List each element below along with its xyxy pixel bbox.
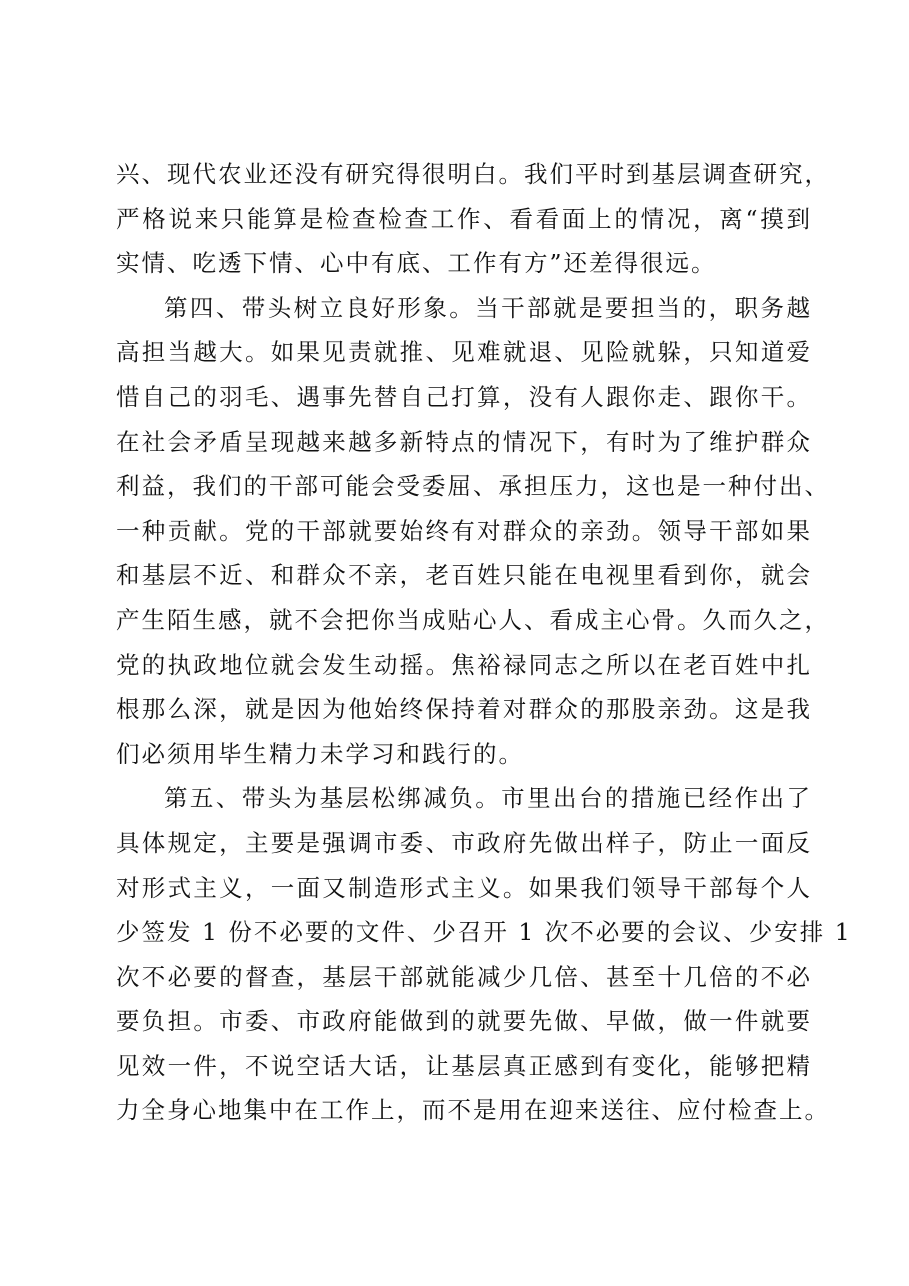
text-line: 次不必要的督查，基层干部就能减少几倍、甚至十几倍的不必 [116, 962, 812, 991]
text-line: 利益，我们的干部可能会受委屈、承担压力，这也是一种付出、 [116, 472, 830, 501]
text-line: 产生陌生感，就不会把你当成贴心人、看成主心骨。久而久之， [116, 605, 830, 634]
text-line: 一种贡献。党的干部就要始终有对群众的亲劲。领导干部如果 [116, 516, 812, 545]
text-line: 在社会矛盾呈现越来越多新特点的情况下，有时为了维护群众 [116, 427, 812, 456]
text-line: 第四、带头树立良好形象。当干部就是要担当的，职务越 [164, 293, 812, 322]
paragraph-fourth [116, 286, 830, 777]
text-line: 兴、现代农业还没有研究得很明白。我们平时到基层调查研究， [116, 160, 830, 188]
text-line: 高担当越大。如果见责就推、见难就退、见险就躲，只知道爱 [116, 338, 812, 367]
text-line: 见效一件，不说空话大话，让基层真正感到有变化，能够把精 [116, 1051, 812, 1080]
text-line: 第五、带头为基层松绑减负。市里出台的措施已经作出了 [164, 784, 812, 813]
text-line: 们必须用毕生精力未学习和践行的。 [116, 739, 524, 768]
document-body [116, 152, 852, 1133]
text-line: 少签发 1 份不必要的文件、少召开 1 次不必要的会议、少安排 1 [116, 918, 852, 947]
paragraph-fifth [116, 776, 852, 1133]
text-line: 实情、吃透下情、心中有底、工作有方”还差得很远。 [116, 249, 717, 278]
text-line: 具体规定，主要是强调市委、市政府先做出样子，防止一面反 [116, 828, 812, 857]
paragraph-continuation [116, 152, 830, 286]
text-line: 对形式主义，一面又制造形式主义。如果我们领导干部每个人 [116, 873, 812, 902]
text-line: 和基层不近、和群众不亲，老百姓只能在电视里看到你，就会 [116, 561, 812, 590]
text-line: 党的执政地位就会发生动摇。焦裕禄同志之所以在老百姓中扎 [116, 650, 812, 679]
text-line: 严格说来只能算是检查检查工作、看看面上的情况，离“摸到 [116, 204, 812, 233]
text-line: 根那么深，就是因为他始终保持着对群众的那股亲劲。这是我 [116, 695, 812, 724]
text-line: 要负担。市委、市政府能做到的就要先做、早做，做一件就要 [116, 1007, 812, 1036]
text-line: 力全身心地集中在工作上，而不是用在迎来送往、应付检查上。 [116, 1096, 830, 1125]
text-line: 惜自己的羽毛、遇事先替自己打算，没有人跟你走、跟你干。 [116, 382, 812, 411]
